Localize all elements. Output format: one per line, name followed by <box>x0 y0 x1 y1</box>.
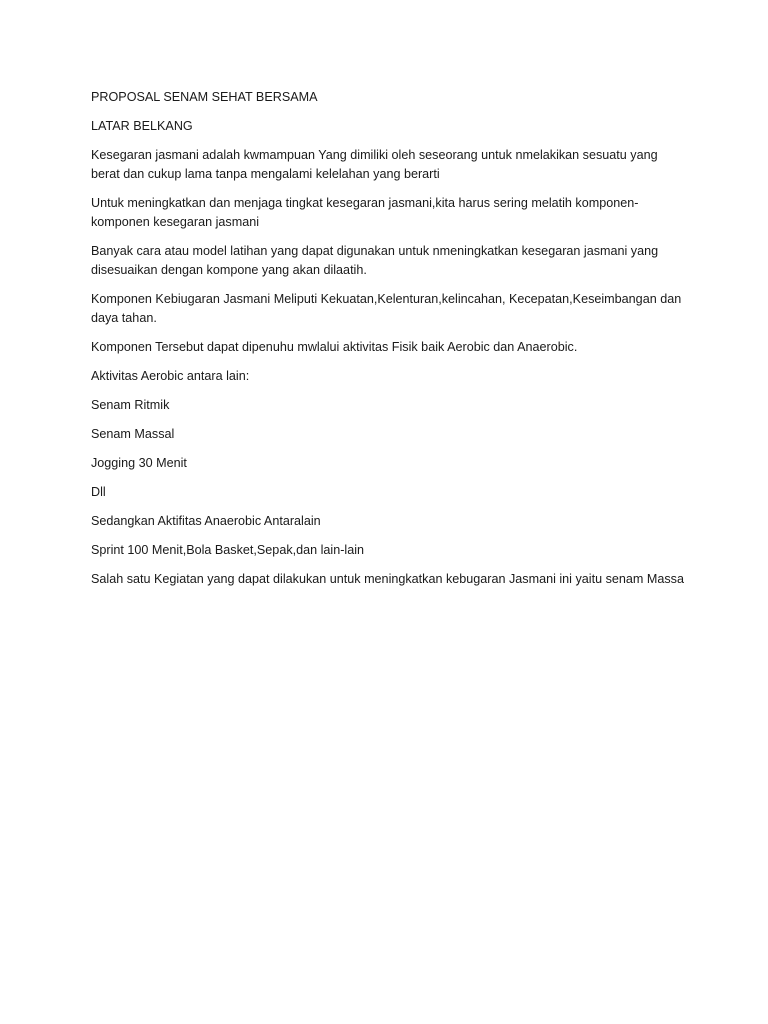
paragraph-1-line-2: berat dan cukup lama tanpa mengalami kelelahan yang berarti <box>91 167 440 181</box>
section-heading: LATAR BELKANG <box>91 119 193 133</box>
text-line-2: Aktivitas Aerobic antara lain: <box>91 369 250 383</box>
list-item-senam-ritmik: Senam Ritmik <box>91 398 170 412</box>
paragraph-1 <box>91 146 691 184</box>
paragraph-3-line-1: Banyak cara atau model latihan yang dapat digunakan untuk nmeningkatkan kesegaran jasmani yang <box>91 244 659 258</box>
paragraph-4-line-1: Komponen Kebiugaran Jasmani Meliputi Kekuatan,Kelenturan,kelincahan, Kecepatan,Keseimbangan dan <box>91 292 682 306</box>
document-body <box>91 88 691 589</box>
paragraph-2-line-2: komponen kesegaran jasmani <box>91 215 260 229</box>
list-item-sprint: Sprint 100 Menit,Bola Basket,Sepak,dan lain-lain <box>91 543 365 557</box>
paragraph-2-line-1: Untuk meningkatkan dan menjaga tingkat kesegaran jasmani,kita harus sering melatih komponen- <box>91 196 639 210</box>
paragraph-3-line-2: disesuaikan dengan kompone yang akan dilaatih. <box>91 263 367 277</box>
list-item-senam-massal: Senam Massal <box>91 427 175 441</box>
text-line-1: Komponen Tersebut dapat dipenuhu mwlalui aktivitas Fisik baik Aerobic dan Anaerobic. <box>91 340 578 354</box>
document-title: PROPOSAL SENAM SEHAT BERSAMA <box>91 90 318 104</box>
paragraph-2 <box>91 194 691 232</box>
paragraph-4 <box>91 290 691 328</box>
paragraph-4-line-2: daya tahan. <box>91 311 157 325</box>
list-item-dll: Dll <box>91 485 106 499</box>
text-line-anaerobic: Sedangkan Aktifitas Anaerobic Antaralain <box>91 514 321 528</box>
list-item-jogging: Jogging 30 Menit <box>91 456 187 470</box>
paragraph-1-line-1: Kesegaran jasmani adalah kwmampuan Yang dimiliki oleh seseorang untuk nmelakikan sesuatu yang <box>91 148 658 162</box>
closing-line: Salah satu Kegiatan yang dapat dilakukan untuk meningkatkan kebugaran Jasmani ini yaitu senam Massa <box>91 572 684 586</box>
paragraph-3 <box>91 242 691 280</box>
